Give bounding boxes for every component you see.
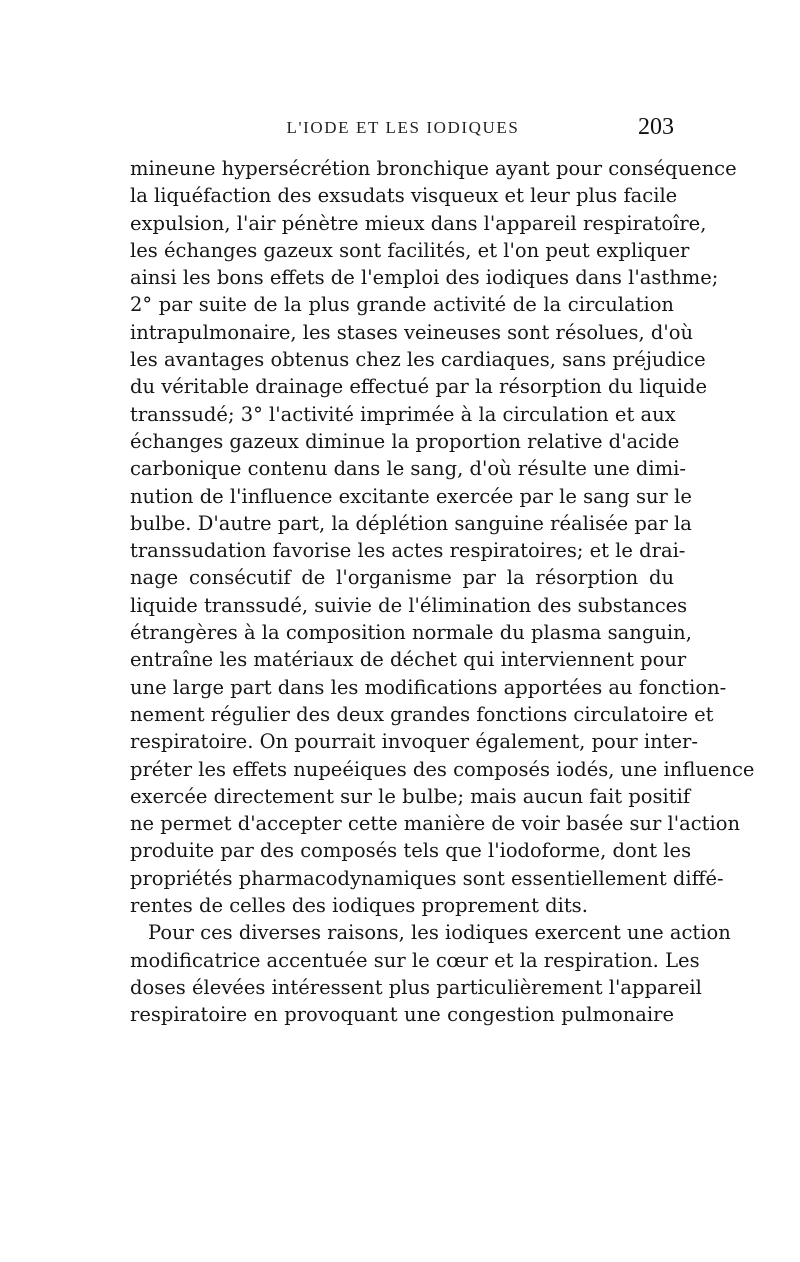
text-line: bulbe. D'autre part, la déplétion sanguine réalisée par la bbox=[130, 511, 692, 535]
text-line: nage consécutif de l'organisme par la résorption du bbox=[130, 566, 674, 590]
text-line: du véritable drainage effectué par la résorption du liquide bbox=[130, 375, 708, 399]
running-title: L'IODE ET LES IODIQUES bbox=[286, 118, 520, 137]
text-line: modificatrice accentuée sur le cœur et la respiration. Les bbox=[130, 948, 700, 972]
text-line: les avantages obtenus chez les cardiaques, sans préjudice bbox=[130, 348, 706, 372]
text-line: étrangères à la composition normale du plasma sanguin, bbox=[130, 621, 692, 645]
text-line: 2° par suite de la plus grande activité de la circulation bbox=[130, 293, 674, 317]
text-line: respiratoire en provoquant une congestion pulmonaire bbox=[130, 1003, 674, 1027]
text-line: produite par des composés tels que l'iodoforme, dont les bbox=[130, 839, 692, 863]
text-line: nement régulier des deux grandes fonctions circulatoire et bbox=[130, 702, 714, 726]
text-line: respiratoire. On pourrait invoquer également, pour inter- bbox=[130, 730, 698, 754]
text-line: ainsi les bons effets de l'emploi des iodiques dans l'asthme; bbox=[130, 266, 719, 290]
text-line: transsudation favorise les actes respiratoires; et le drai- bbox=[130, 539, 686, 563]
body-text bbox=[130, 155, 755, 1029]
text-line: ne permet d'accepter cette manière de voir basée sur l'action bbox=[130, 812, 741, 836]
text-line: expulsion, l'air pénètre mieux dans l'appareil respiratoîre, bbox=[130, 211, 707, 235]
text-line: Pour ces diverses raisons, les iodiques exercent une action bbox=[148, 921, 731, 945]
paragraph-2 bbox=[130, 919, 731, 1028]
text-line: propriétés pharmacodynamiques sont essentiellement diffé- bbox=[130, 866, 724, 890]
text-line: échanges gazeux diminue la proportion relative d'acide bbox=[130, 429, 680, 453]
text-line: entraîne les matériaux de déchet qui interviennent pour bbox=[130, 648, 687, 672]
text-line: rentes de celles des iodiques proprement dits. bbox=[130, 894, 588, 918]
text-line: nution de l'influence excitante exercée par le sang sur le bbox=[130, 484, 692, 508]
text-line: la liquéfaction des exsudats visqueux et leur plus facile bbox=[130, 184, 678, 208]
text-line: liquide transsudé, suivie de l'élimination des substances bbox=[130, 593, 688, 617]
text-line: préter les effets nupeéiques des composés iodés, une influence bbox=[130, 757, 755, 781]
paragraph-1 bbox=[130, 155, 755, 919]
running-head bbox=[132, 114, 674, 144]
text-line: exercée directement sur le bulbe; mais aucun fait positif bbox=[130, 784, 691, 808]
text-line: les échanges gazeux sont facilités, et l'on peut expliquer bbox=[130, 238, 690, 262]
text-line: une large part dans les modifications apportées au fonction- bbox=[130, 675, 727, 699]
text-line: intrapulmonaire, les stases veineuses sont résolues, d'où bbox=[130, 320, 694, 344]
page-number: 203 bbox=[638, 114, 674, 140]
text-line: mineune hypersécrétion bronchique ayant pour conséquence bbox=[130, 157, 737, 180]
text-line: doses élevées intéressent plus particulièrement l'appareil bbox=[130, 975, 702, 999]
text-line: transsudé; 3° l'activité imprimée à la circulation et aux bbox=[130, 402, 676, 426]
text-line: carbonique contenu dans le sang, d'où résulte une dimi- bbox=[130, 457, 686, 481]
